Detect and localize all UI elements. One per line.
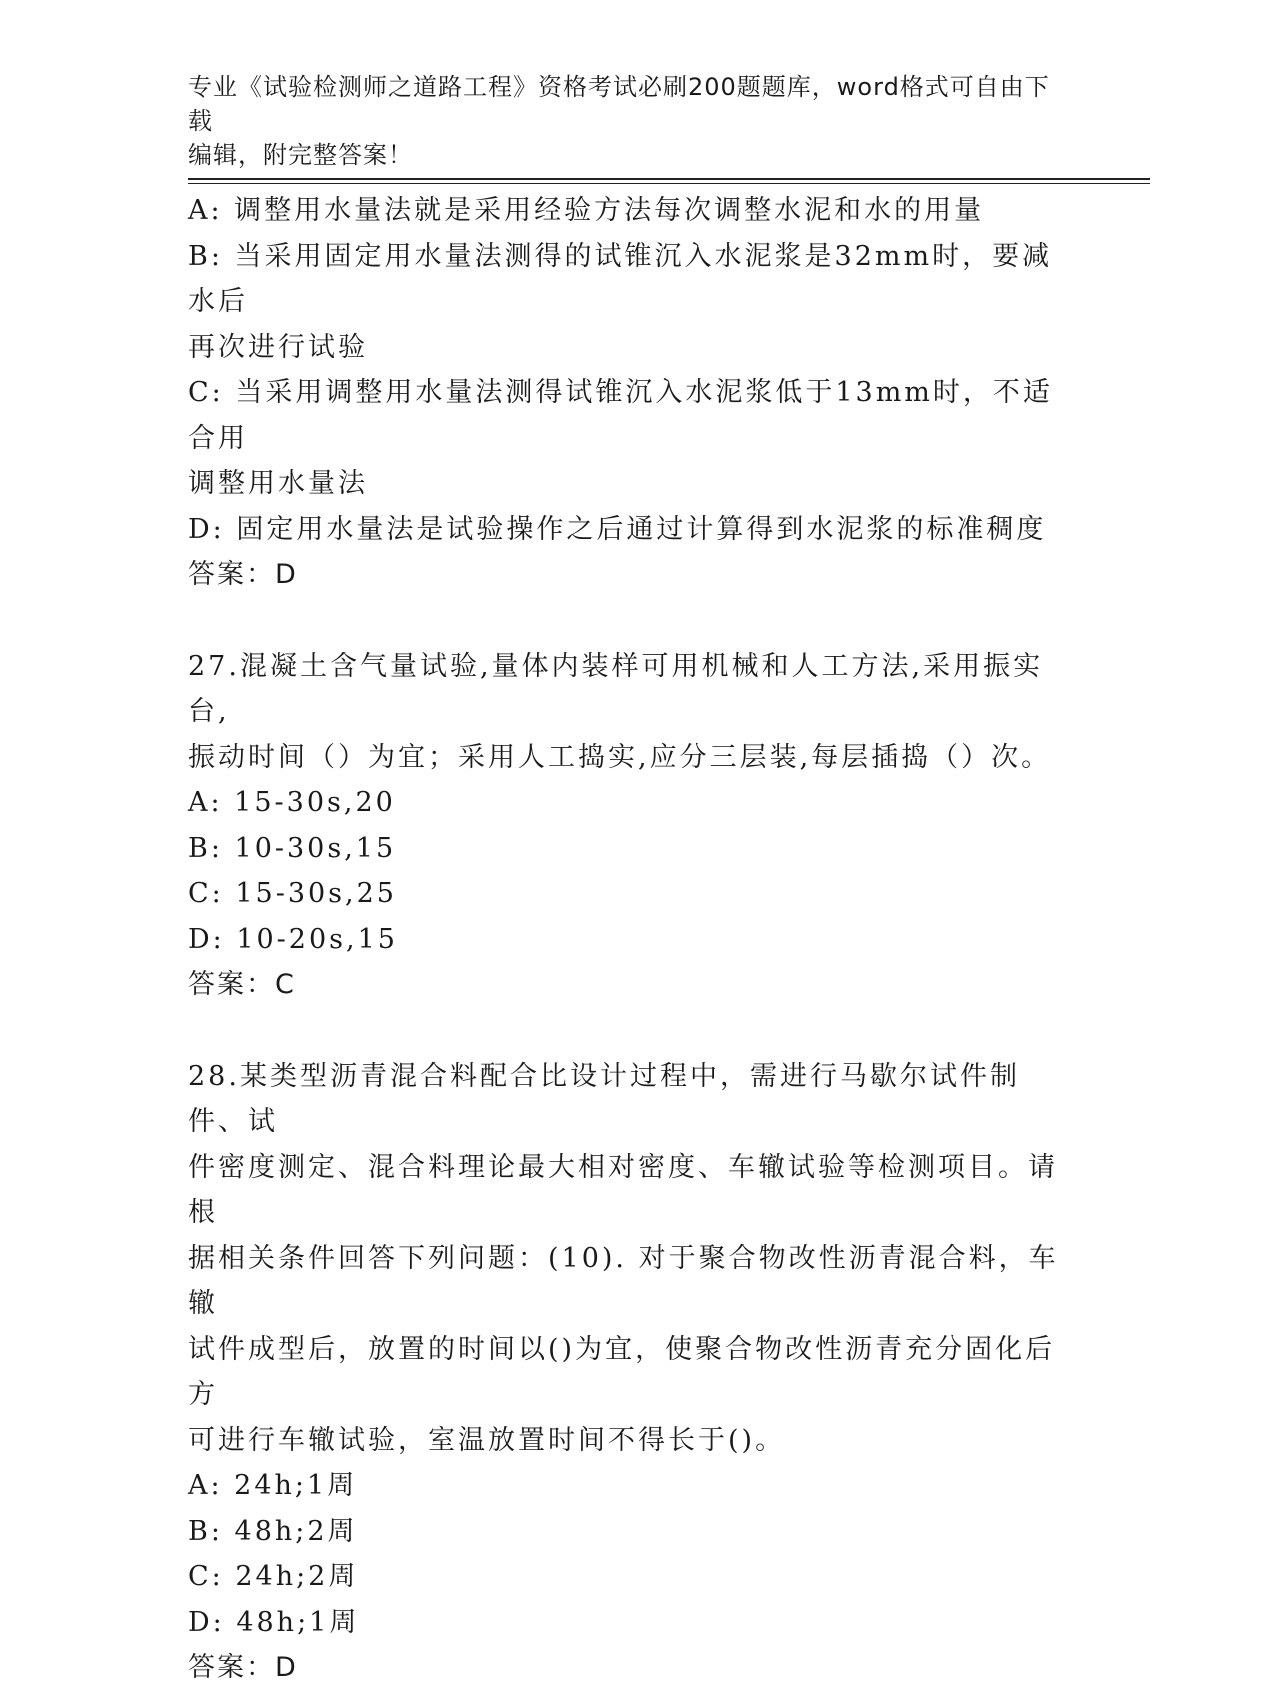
document-header: [188, 70, 1068, 172]
option-line: B: 48h;2周: [188, 1515, 358, 1547]
question-stem-line: 振动时间（）为宜；采用人工捣实,应分三层装,每层插捣（）次。: [188, 741, 1052, 773]
answer-text: 答案：D: [188, 1652, 298, 1683]
spacer: [188, 1008, 1068, 1054]
document-body: [188, 188, 1068, 1691]
option-line: A: 24h;1周: [188, 1470, 358, 1501]
spacer: [188, 598, 1068, 644]
question-stem-line: 28.某类型沥青混合料配合比设计过程中，需进行马歇尔试件制件、试: [188, 1060, 1020, 1137]
question-stem-line: 据相关条件回答下列问题：(10). 对于聚合物改性沥青混合料，车辙: [188, 1242, 1059, 1319]
question-stem-line: 27.混凝土含气量试验,量体内装样可用机械和人工方法,采用振实台,: [188, 650, 1044, 727]
option-line: 再次进行试验: [188, 331, 368, 363]
question-26-block: [188, 188, 1068, 598]
option-line: A: 15-30s,20: [188, 787, 396, 818]
option-line: B: 10-30s,15: [188, 832, 397, 864]
header-rule-top: [188, 178, 1150, 180]
question-stem-line: 件密度测定、混合料理论最大相对密度、车辙试验等检测项目。请根: [188, 1151, 1058, 1228]
answer-text: 答案：C: [188, 969, 296, 1000]
option-line: C: 当采用调整用水量法测得试锥沉入水泥浆低于13mm时，不适合用: [188, 377, 1053, 454]
option-line: B: 当采用固定用水量法测得的试锥沉入水泥浆是32mm时，要减水后: [188, 240, 1053, 317]
option-line: C: 15-30s,25: [188, 878, 397, 909]
question-27-block: [188, 644, 1068, 1008]
answer-text: 答案：D: [188, 559, 298, 590]
question-stem-line: 可进行车辙试验，室温放置时间不得长于()。: [188, 1424, 786, 1456]
option-line: A: 调整用水量法就是采用经验方法每次调整水泥和水的用量: [188, 195, 985, 226]
option-line: 调整用水量法: [188, 468, 368, 499]
option-line: D: 10-20s,15: [188, 923, 398, 955]
header-title-line2: 编辑，附完整答案！: [188, 141, 413, 169]
question-stem-line: 试件成型后，放置的时间以()为宜，使聚合物改性沥青充分固化后方: [188, 1333, 1056, 1410]
header-title-line1: 专业《试验检测师之道路工程》资格考试必刷200题题库，word格式可自由下载: [188, 73, 1050, 135]
option-line: D: 48h;1周: [188, 1606, 360, 1638]
option-line: D: 固定用水量法是试验操作之后通过计算得到水泥浆的标准稠度: [188, 513, 1047, 545]
option-line: C: 24h;2周: [188, 1561, 359, 1592]
question-28-block: [188, 1054, 1068, 1691]
header-rule-bottom: [188, 183, 1150, 184]
